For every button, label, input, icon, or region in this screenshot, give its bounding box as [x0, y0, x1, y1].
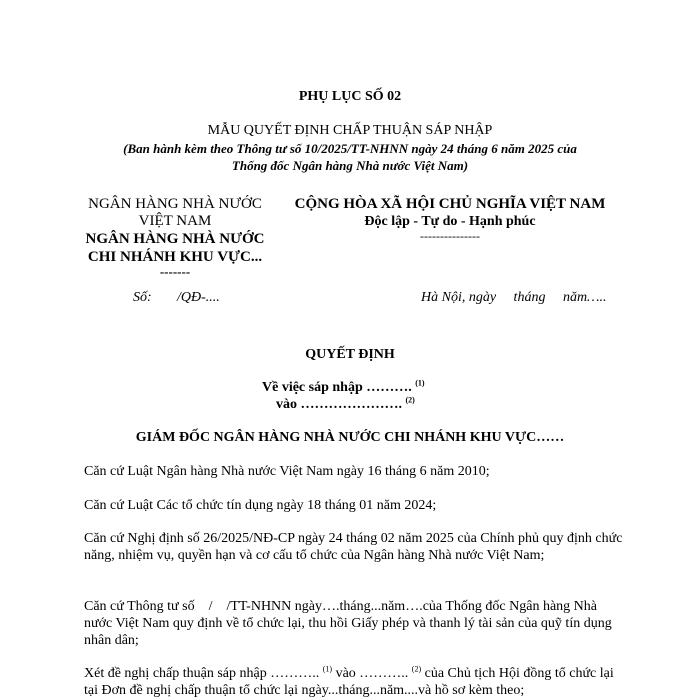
consideration-part1: Xét đề nghị chấp thuận sáp nhập ……….. [84, 666, 323, 681]
decision-title: QUYẾT ĐỊNH [305, 347, 395, 362]
consideration-footnote2: (2) [411, 664, 422, 674]
subject1-text: Về việc sáp nhập ………. [262, 380, 412, 395]
subject2-text: vào …………………. [276, 397, 402, 412]
basis-decree: Căn cứ Nghị định số 26/2025/NĐ-CP ngày 24 tháng 02 năm 2025 của Chính phủ quy định chức năng, nhiệm vụ, quyền hạn và cơ cấu tổ chức của Ngân hàng Nhà nước Việt Nam; [84, 531, 623, 563]
consideration-footnote1: (1) [322, 664, 333, 674]
basis-law-sbv: Căn cứ Luật Ngân hàng Nhà nước Việt Nam ngày 16 tháng 6 năm 2010; [84, 464, 490, 479]
decision-number-value: /QĐ-.... [177, 290, 220, 305]
issuing-authority: GIÁM ĐỐC NGÂN HÀNG NHÀ NƯỚC CHI NHÁNH KHU VỰC…… [135, 430, 565, 445]
place-date: Hà Nội, ngày tháng năm….. [421, 290, 607, 305]
branch-name-line1: NGÂN HÀNG NHÀ NƯỚC [85, 231, 265, 247]
basis-law-credit-institutions: Căn cứ Luật Các tổ chức tín dụng ngày 18 tháng 01 năm 2024; [84, 498, 437, 513]
subject2-footnote: (2) [405, 395, 415, 405]
decision-number-label: Số: [133, 290, 152, 305]
agency-name-line1: NGÂN HÀNG NHÀ NƯỚC [88, 196, 262, 212]
subject1-footnote: (1) [415, 378, 425, 388]
basis-circular: Căn cứ Thông tư số / /TT-NHNN ngày….tháng...năm….của Thống đốc Ngân hàng Nhà nước Việt Nam quy định về tổ chức lại, thu hồi Giấy phép và thanh lý tài sản của quỹ tín dụng nhân dân; [84, 599, 616, 648]
left-divider: ------- [159, 264, 191, 279]
consideration-paragraph [84, 665, 624, 699]
consideration-part2: vào ……….. [332, 666, 412, 681]
agency-name-line2: VIỆT NAM [138, 213, 212, 229]
branch-name-line2: CHI NHÁNH KHU VỰC... [87, 249, 263, 265]
appendix-title: PHỤ LỤC SỐ 02 [298, 89, 402, 104]
decision-subject-line2 [276, 397, 415, 413]
decision-subject-line1 [262, 380, 425, 396]
issued-note-line2: Thống đốc Ngân hàng Nhà nước Việt Nam) [231, 158, 469, 173]
motto: Độc lập - Tự do - Hạnh phúc [364, 214, 536, 229]
form-title: MẪU QUYẾT ĐỊNH CHẤP THUẬN SÁP NHẬP [207, 123, 493, 138]
issued-note-line1: (Ban hành kèm theo Thông tư số 10/2025/TT-NHNN ngày 24 tháng 6 năm 2025 của [123, 141, 577, 156]
right-divider: --------------- [420, 229, 480, 243]
country-name: CỘNG HÒA XÃ HỘI CHỦ NGHĨA VIỆT NAM [294, 196, 606, 212]
consideration-part3: của Chủ tịch Hội đồng tổ chức lại tại Đơn đề nghị chấp thuận tổ chức lại ngày...tháng...năm....và hồ sơ kèm theo; [84, 666, 614, 698]
